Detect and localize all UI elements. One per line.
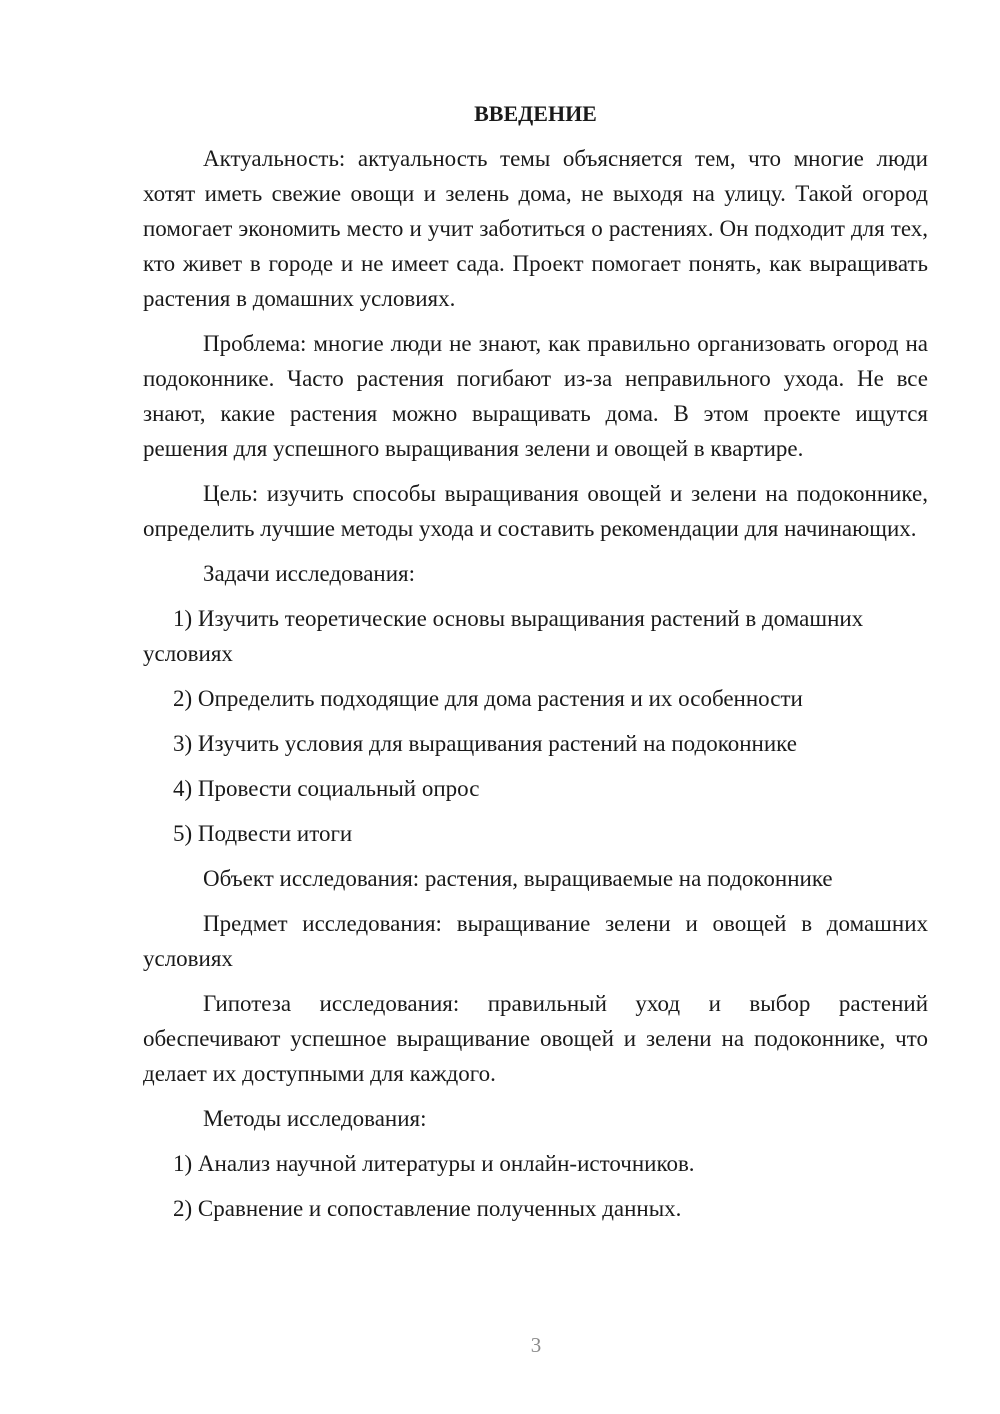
tasks-list bbox=[143, 601, 928, 851]
task-item-2: 2) Определить подходящие для дома растения и их особенности bbox=[173, 686, 803, 711]
page-title: ВВЕДЕНИЕ bbox=[474, 101, 597, 126]
page-content bbox=[143, 96, 928, 1236]
task-item-5: 5) Подвести итоги bbox=[173, 821, 353, 846]
methods-heading: Методы исследования: bbox=[203, 1106, 427, 1131]
hypothesis-paragraph: Гипотеза исследования: правильный уход и выбор растений обеспечивают успешное выращивание овощей и зелени на подоконнике, что делает их доступными для каждого. bbox=[143, 991, 928, 1086]
goal-paragraph: Цель: изучить способы выращивания овощей и зелени на подоконнике, определить лучшие методы ухода и составить рекомендации для начинающих. bbox=[143, 481, 928, 541]
method-item-1: 1) Анализ научной литературы и онлайн-источников. bbox=[173, 1151, 695, 1176]
task-item-4: 4) Провести социальный опрос bbox=[173, 776, 480, 801]
tasks-heading: Задачи исследования: bbox=[203, 561, 416, 586]
object-paragraph: Объект исследования: растения, выращиваемые на подоконнике bbox=[203, 866, 833, 891]
relevance-paragraph: Актуальность: актуальность темы объясняется тем, что многие люди хотят иметь свежие овощи и зелень дома, не выходя на улицу. Такой огород помогает экономить место и учит заботиться о растениях. Он подходит для тех, кто живет в городе и не имеет сада. Проект помогает понять, как выращивать растения в домашних условиях. bbox=[143, 146, 928, 311]
subject-paragraph: Предмет исследования: выращивание зелени и овощей в домашних условиях bbox=[143, 911, 928, 971]
task-item-1: 1) Изучить теоретические основы выращивания растений в домашних условиях bbox=[143, 606, 864, 666]
methods-list bbox=[143, 1146, 928, 1226]
page-number: 3 bbox=[530, 1333, 542, 1357]
task-item-3: 3) Изучить условия для выращивания растений на подоконнике bbox=[173, 731, 797, 756]
problem-paragraph: Проблема: многие люди не знают, как правильно организовать огород на подоконнике. Часто растения погибают из-за неправильного ухода. Не все знают, какие растения можно выращивать дома. В этом проекте ищутся решения для успешного выращивания зелени и овощей в квартире. bbox=[143, 331, 928, 461]
method-item-2: 2) Сравнение и сопоставление полученных данных. bbox=[173, 1196, 682, 1221]
